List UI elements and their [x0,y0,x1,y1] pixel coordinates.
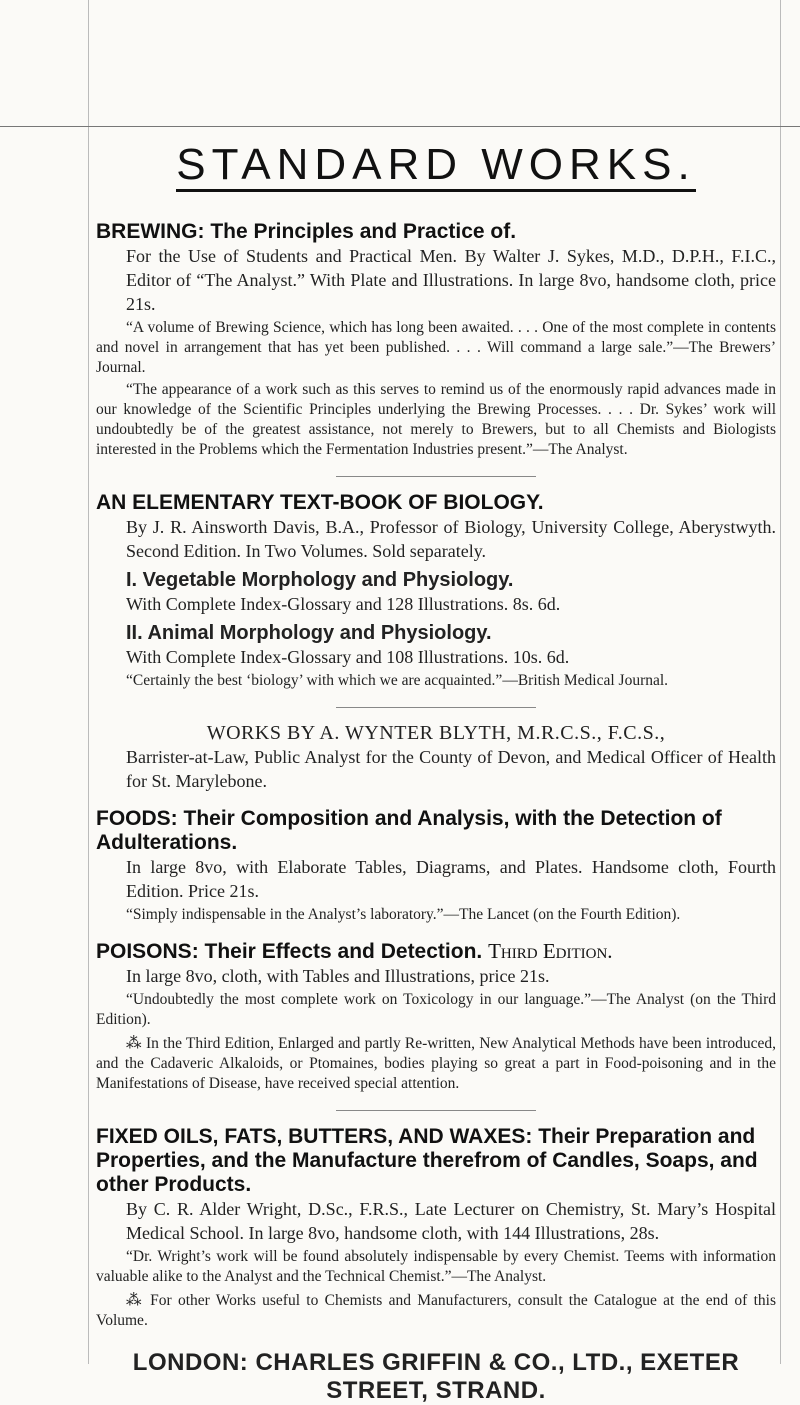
poisons-review: “Undoubtedly the most complete work on Toxicology in our language.”—The Analyst (on the Third Edition). [96,991,776,1028]
foods-description: In large 8vo, with Elaborate Tables, Diagrams, and Plates. Handsome cloth, Fourth Edition. Price 21s. [126,857,776,901]
biology-review: “Certainly the best ‘biology’ with which we are acquainted.”—British Medical Journal. [126,672,669,689]
divider [336,707,536,708]
biology-volume-2-title: II. Animal Morphology and Physiology. [126,622,492,644]
foods-heading: FOODS: Their Composition and Analysis, with the Detection of Adulterations. [96,807,722,854]
entry-poisons [96,939,776,1094]
biology-volume-2-details: With Complete Index-Glossary and 108 Illustrations. 10s. 6d. [126,647,570,667]
biology-volume-1-title: I. Vegetable Morphology and Physiology. [126,569,514,591]
oils-note: ⁂ For other Works useful to Chemists and Manufacturers, consult the Catalogue at the end of this Volume. [96,1292,776,1329]
poisons-edition: Third Edition. [488,939,613,963]
oils-description: By C. R. Alder Wright, D.Sc., F.R.S., Late Lecturer on Chemistry, St. Mary’s Hospital Medical School. In large 8vo, handsome cloth, with 144 Illustrations, 28s. [126,1199,776,1243]
page-edge-left [88,0,89,1364]
entry-brewing [96,220,776,460]
oils-review: “Dr. Wright’s work will be found absolutely indispensable by every Chemist. Teems with information valuable alike to the Analyst and the Technical Chemist.”—The Analyst. [96,1248,776,1285]
poisons-note: ⁂ In the Third Edition, Enlarged and partly Re-written, New Analytical Methods have been introduced, and the Cadaveric Alkaloids, or Ptomaines, bodies playing so great a part in Food-poisoning and in the Manifestations of Disease, have received special attention. [96,1035,776,1092]
entry-blyth-works [96,722,776,793]
entry-fixed-oils [96,1125,776,1331]
oils-heading: FIXED OILS, FATS, BUTTERS, AND WAXES: Their Preparation and Properties, and the Manufacture therefrom of Candles, Soaps, and other Products. [96,1125,758,1196]
header-rule [0,126,800,127]
poisons-title: POISONS: Their Effects and Detection. [96,940,483,963]
biology-description: By J. R. Ainsworth Davis, B.A., Professor of Biology, University College, Aberystwyth. Second Edition. In Two Volumes. Sold separately. [126,517,776,561]
document-page [96,140,776,1405]
poisons-heading [96,939,776,964]
foods-review: “Simply indispensable in the Analyst’s laboratory.”—The Lancet (on the Fourth Edition). [126,906,681,923]
divider [336,1110,536,1111]
biology-volume-1-details: With Complete Index-Glossary and 128 Illustrations. 8s. 6d. [126,594,561,614]
brewing-description: For the Use of Students and Practical Men. By Walter J. Sykes, M.D., D.P.H., F.I.C., Editor of “The Analyst.” With Plate and Illustrations. In large 8vo, handsome cloth, price 21s. [126,246,776,314]
brewing-review-2: “The appearance of a work such as this serves to remind us of the enormously rapid advances made in our knowledge of the Scientific Principles underlying the Brewing Processes. . . . Dr. Sykes’ work will undoubtedly be of the greatest assistance, not merely to Brewers, but to all Chemists and Biologists interested in the Problems which the Fermentation Industries present.”—The Analyst. [96,381,776,458]
page-title: STANDARD WORKS. [96,140,776,190]
poisons-description: In large 8vo, cloth, with Tables and Illustrations, price 21s. [126,966,550,986]
publisher-imprint: LONDON: CHARLES GRIFFIN & CO., LTD., EXETER STREET, STRAND. [132,1349,740,1404]
brewing-heading: BREWING: The Principles and Practice of. [96,220,517,243]
blyth-credentials: Barrister-at-Law, Public Analyst for the County of Devon, and Medical Officer of Health for St. Marylebone. [126,747,776,791]
blyth-heading: WORKS BY A. WYNTER BLYTH, M.R.C.S., F.C.S., [206,722,666,744]
biology-heading: AN ELEMENTARY TEXT-BOOK OF BIOLOGY. [96,491,544,514]
divider [336,476,536,477]
entry-foods [96,807,776,925]
entry-biology [96,491,776,691]
brewing-review-1: “A volume of Brewing Science, which has long been awaited. . . . One of the most complete in contents and novel in arrangement that has yet been published. . . . Will command a large sale.”—The Brewers’ Journal. [96,319,776,376]
page-edge-right [780,0,781,1364]
